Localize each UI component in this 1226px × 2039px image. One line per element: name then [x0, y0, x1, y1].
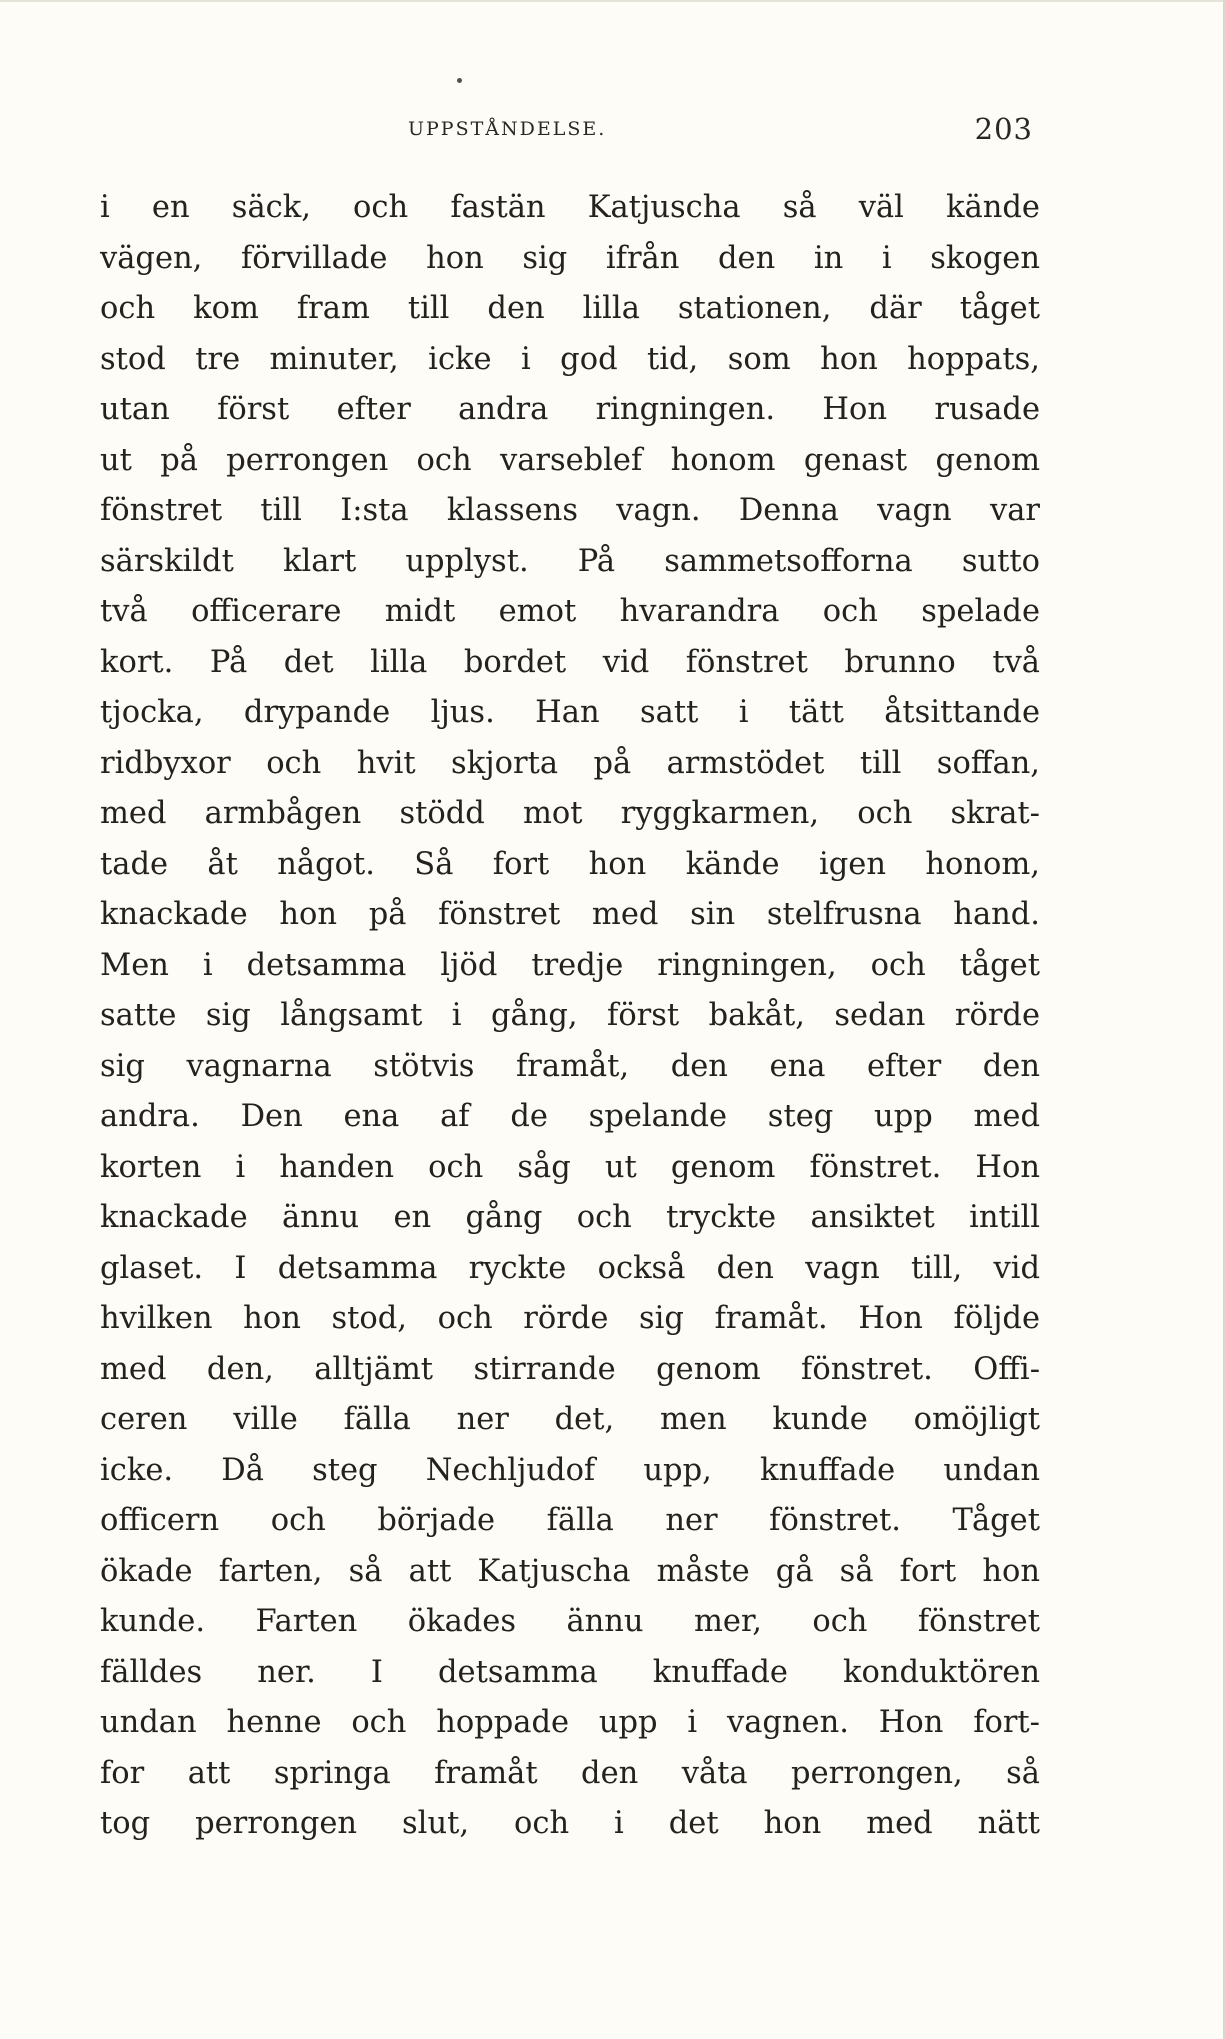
text-line: ridbyxor och hvit skjorta på armstödet till soffan,	[100, 745, 1040, 781]
text-line: sig vagnarna stötvis framåt, den ena efter den	[100, 1048, 1040, 1084]
text-line: kort. På det lilla bordet vid fönstret brunno två	[100, 644, 1040, 680]
speck-mark	[457, 78, 462, 83]
text-line: utan först efter andra ringningen. Hon rusade	[100, 392, 1040, 427]
text-line: satte sig långsamt i gång, först bakåt, sedan rörde	[100, 998, 1040, 1033]
text-line: fälldes ner. I detsamma knuffade konduktören	[100, 1654, 1040, 1690]
body-text	[100, 183, 1040, 1850]
text-line: ökade farten, så att Katjuscha måste gå så fort hon	[100, 1553, 1040, 1589]
text-line: fönstret till I:sta klassens vagn. Denna vagn var	[100, 493, 1040, 528]
text-line: två officerare midt emot hvarandra och spelade	[100, 594, 1040, 629]
text-line: stod tre minuter, icke i god tid, som hon hoppats,	[100, 341, 1040, 377]
page-number: 203	[974, 112, 1033, 146]
text-line: for att springa framåt den våta perrongen, så	[100, 1755, 1040, 1791]
text-line: tade åt något. Så fort hon kände igen honom,	[100, 846, 1040, 882]
text-line: tog perrongen slut, och i det hon med nätt	[100, 1806, 1040, 1841]
text-line: i en säck, och fastän Katjuscha så väl kände	[100, 190, 1040, 225]
text-line: korten i handen och såg ut genom fönstret. Hon	[100, 1149, 1040, 1185]
text-line: och kom fram till den lilla stationen, där tåget	[100, 291, 1040, 326]
text-line: särskildt klart upplyst. På sammetsofforna sutto	[100, 543, 1040, 579]
text-line: glaset. I detsamma ryckte också den vagn till, vid	[100, 1250, 1040, 1286]
text-line: officern och började fälla ner fönstret. Tåget	[100, 1503, 1040, 1538]
text-line: ceren ville fälla ner det, men kunde omöjligt	[100, 1402, 1040, 1437]
text-line: hvilken hon stod, och rörde sig framåt. Hon följde	[100, 1301, 1040, 1336]
text-line: icke. Då steg Nechljudof upp, knuffade undan	[100, 1452, 1040, 1488]
page-top-edge	[0, 0, 1226, 2]
text-line: med den, alltjämt stirrande genom fönstret. Offi-	[100, 1351, 1040, 1387]
running-header	[148, 112, 1033, 152]
text-line: kunde. Farten ökades ännu mer, och fönstret	[100, 1604, 1040, 1639]
text-line: knackade ännu en gång och tryckte ansiktet intill	[100, 1200, 1040, 1235]
text-line: vägen, förvillade hon sig ifrån den in i skogen	[100, 240, 1040, 276]
text-line: tjocka, drypande ljus. Han satt i tätt åtsittande	[100, 695, 1040, 730]
text-line: med armbågen stödd mot ryggkarmen, och skrat-	[100, 796, 1040, 831]
text-line: Men i detsamma ljöd tredje ringningen, och tåget	[100, 947, 1040, 983]
text-line: andra. Den ena af de spelande steg upp med	[100, 1099, 1040, 1134]
text-line: ut på perrongen och varseblef honom genast genom	[100, 442, 1040, 478]
text-line: knackade hon på fönstret med sin stelfrusna hand.	[100, 897, 1040, 932]
text-line: undan henne och hoppade upp i vagnen. Hon fort-	[100, 1705, 1040, 1740]
running-title: UPPSTÅNDELSE.	[408, 118, 607, 140]
